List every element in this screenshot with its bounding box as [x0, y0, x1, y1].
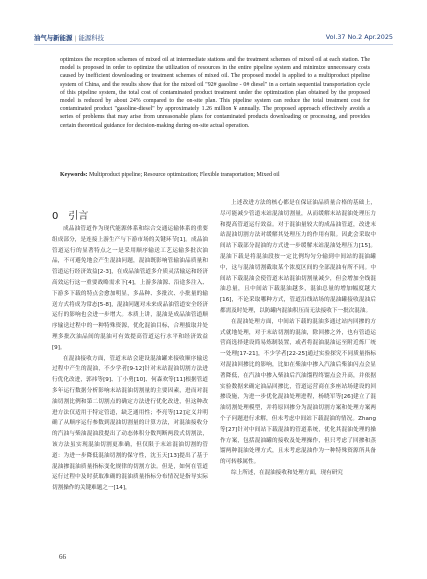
section-heading: [52, 207, 88, 222]
journal-header: [0, 0, 427, 44]
keywords-label: Keywords:: [60, 172, 88, 178]
keywords-text: Multiproduct pipeline; Resource optimization; Flexible transportation; Mixed oil: [88, 172, 280, 178]
left-column: [52, 224, 208, 494]
section-number: 0: [52, 211, 59, 222]
volume-info: Vol.37 No.2 Apr.2025: [325, 33, 393, 41]
paragraph: 上述改进方法的核心都是在保证油品质量合格的基础上，尽可能减少管道末站混油切割量，从而缓解末站混油处理压力和提高管道运行效益。对于混油量较大的成品油管道，改进末站混油切割方法对缓解其处理压力的作用有限。因此会采取中间站下载部分混油的方式进一步缓解末站混油处理压力[15]。混油下载是将混油段按一定比例均匀分输到中间站的混油罐中，这与混油切割截取某个浓度区间的全部混油有所不同。中间站下载混油会使管道末站混油切割量减少，但会增加全线混油总量，且中间站下载混油越多，混油总量的增加幅度越大[16]，不论采取哪种方式，管道沿线站场的混油罐接收混油后都需及时处理，以防罐内混油积压而无法接收下一批次混油。: [220, 200, 376, 314]
section-title: 引言: [68, 211, 89, 222]
paragraph: 综上所述，在混油接收和处理方面，现有研究: [231, 469, 343, 476]
header-separator: |: [74, 34, 77, 42]
right-column: [220, 198, 376, 479]
header-divider: [34, 44, 393, 45]
journal-name: 油气与新能源: [34, 34, 73, 42]
english-abstract: optimizes the reception schemes of mixed oil at intermediate stations and the treatment schemes of mixed oil at each station. The model is proposed in order to optimize the utilization of resources in the entire pipeline system and minimize unnecessary costs caused by inefficient downloading or treatment schemes of mixed oil. The proposed model is applied to a multiproduct pipeline system of China, and the results show that for the mixed oil "92# gasoline - 0# diesel" in a certain sequential transportation cycle of this pipeline system, the total cost of contaminated product treatment under the optimization plan obtained by the proposed model is reduced by about 24% compared to the on-site plan. This pipeline system can reduce the total treatment cost for contaminated product "gasoline-diesel" by approximately 1.26 million ¥ annually. The proposed approach effectively avoids a series of problems that may arise from unreasonable plans for contaminated products downloading or processing, and provides certain theoretical guidance for decision-making during on-site actual operation.: [60, 57, 370, 129]
journal-brand: [34, 33, 104, 42]
paragraph: 在混油接收方面，管道末站会建设混油罐来接收顺序输送过程中产生的混油，不少学者[9-12]针对末站混油切割方法进行优化改进，郭祎等[9]、丁小勇[10]、何森欢等[11]根据管道多年运行数据分析影响末站混油切割量的主要因素，进而对混油切割比例和第二切割点的确定方法进行优化改进，但这种改进方法仅适用于特定管道，缺乏通用性；李亮等[12]定义并明确了从顺序运行参数到混油切割量的计算方法，对混油接收分的汽油与柴油混油段提出了动态体积分数判断两段式切割法，该方法虽实现混油切割更准确，但仅限于末站混油切割的管道：为进一步降低混油切割的保守性，沈玉天[13]提出了基于混油掺混油质量指标变化规律的切割方法。但是，如何在管道运行过程中及时获取准确的混油质量指标分布情况是指导实际切割操作的关键难题之一[14]，: [52, 355, 208, 492]
paragraph: 在混油处理方面，中间站下载的混油多通过站内回掺的方式就地处理，对于末站切割的混油，除回掺之外，也有管道运营商选择建设简易炼制装置，或者将混油混油运至附近炼厂统一处理[17-21]，不少学者[22-25]通过实验探究不同质量指标对混油回掺比的影响，比如在柴油中掺入汽油后柴油闪点会显著降低，在汽油中掺入柴油后汽油馏程终馏点会升高，并依据实验数据来确定油品回掺比，管道运营商在多座站场建设的回掺设施，为进一步优化混油处理进程，杨晓军等[26]建立了混油切割处理模型，并将原回掺分为混油切割方案和处理方案两个子问题进行求解，但未考虑中间站下载混油的情况。Zhang等[27]针对中间站下载混油的管道系统，优化其混油处理的操作方案，包括混油罐的接收及处理操作，但只考虑了回掺和蒸馏两种混油处理方式，且未考虑混油作为一种特殊资源所具备的可转移属性。: [220, 318, 376, 466]
paragraph: 成品油管道作为现代能源体系和综合交通运输体系的重要组成部分，是连接上游生产与下游市场的关键环节[1]。成品油管道运行的显著特点之一是采用顺序输送工艺运输多批次油品，不可避免地会产生混油问题，混油既影响管输油品质量和管道运行经济效益[2-3]，在成品油管道多介质灵活输运和经济高效运行这一重要战略需求下[4]，上游多油源、沿途多注入、下游多下载的特点会愈加明显，多品种、多批次、小批量的输送方式将成为常态[5-8]，混油问题对未来成品油管道安全经济运行的影响也会进一步增大。本质上讲，混油是成品油管道顺序输送过程中的一种特殊资源，优化混油目标，合理拔取并处理多批次油品间的混油可有效提高管道运行水平和经济效益[9]。: [52, 226, 208, 351]
keywords: [60, 171, 370, 179]
journal-section: 能源科技: [78, 34, 105, 42]
page-number: 66: [59, 553, 66, 561]
